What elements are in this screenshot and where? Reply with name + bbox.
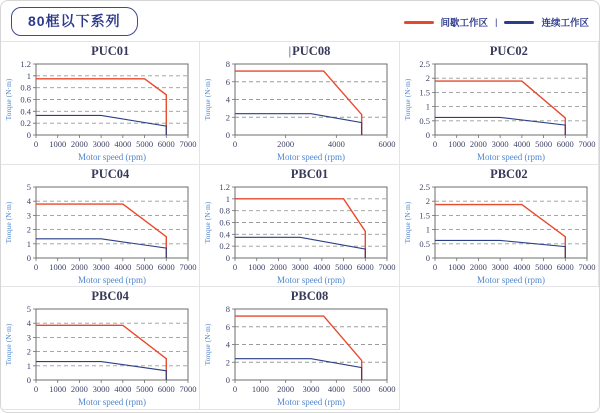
x-tick-label: 0	[432, 262, 437, 272]
y-tick-label: 0.6	[219, 217, 231, 228]
x-tick-label: 4000	[513, 262, 531, 272]
y-tick-label: 0.4	[20, 106, 32, 117]
x-tick-label: 3000	[302, 384, 320, 394]
y-tick-label: 4	[226, 94, 231, 105]
y-tick-label: 2.5	[419, 182, 430, 192]
y-tick-label: 0.5	[419, 238, 430, 249]
chart-title-puc08: |PUC08	[288, 44, 331, 58]
y-tick-label: 0	[425, 130, 430, 140]
chart-cell-puc02	[400, 42, 599, 165]
y-tick-label: 1.2	[20, 59, 32, 69]
series-intermittent	[435, 205, 565, 258]
series-intermittent	[36, 325, 166, 380]
x-tick-label: 4000	[513, 139, 531, 149]
x-tick-label: 4000	[114, 139, 132, 149]
x-tick-label: 1000	[49, 384, 67, 394]
plot-frame	[435, 187, 587, 258]
y-tick-label: 1	[26, 70, 32, 81]
y-tick-label: 0.2	[219, 241, 231, 252]
y-tick-label: 0	[26, 375, 32, 385]
x-axis-label: Motor speed (rpm)	[476, 275, 545, 285]
chart-title-pbc04: PBC04	[91, 289, 129, 303]
y-axis-label: Torque (N·m)	[4, 323, 14, 366]
y-tick-label: 4	[26, 196, 32, 207]
chart-puc02	[401, 59, 597, 163]
x-tick-label: 0	[432, 139, 437, 149]
x-tick-label: 2000	[270, 262, 288, 272]
series-continuous	[36, 115, 166, 135]
x-tick-label: 2000	[71, 139, 89, 149]
text-cursor: |	[288, 44, 292, 58]
x-tick-label: 1000	[448, 262, 466, 272]
x-tick-label: 5000	[353, 384, 371, 394]
y-tick-label: 0.2	[20, 118, 32, 129]
y-tick-label: 1.5	[419, 210, 430, 221]
y-tick-label: 6	[226, 321, 231, 332]
y-axis-label: Torque (N·m)	[203, 201, 213, 244]
x-tick-label: 6000	[378, 384, 396, 394]
y-axis-label: Torque (N·m)	[203, 323, 213, 366]
legend-label-continuous: 连续工作区	[541, 18, 589, 29]
x-tick-label: 3000	[92, 139, 110, 149]
x-tick-label: 1000	[49, 139, 67, 149]
legend-label-intermittent: 间歇工作区	[440, 18, 489, 29]
series-intermittent	[235, 199, 365, 258]
y-tick-label: 0.4	[219, 229, 231, 240]
y-axis-label: Torque (N·m)	[402, 78, 412, 121]
x-axis-label: Motor speed (rpm)	[476, 152, 545, 162]
x-tick-label: 7000	[578, 262, 596, 272]
series-badge: 80框以下系列	[11, 7, 138, 36]
chart-puc01	[2, 59, 198, 163]
chart-cell-pbc02	[400, 165, 599, 287]
y-tick-label: 0	[226, 375, 231, 385]
y-tick-label: 0.8	[219, 205, 231, 216]
x-tick-label: 3000	[92, 384, 110, 394]
x-tick-label: 6000	[357, 262, 375, 272]
x-tick-label: 5000	[136, 139, 154, 149]
y-tick-label: 0.5	[419, 115, 430, 126]
x-axis-label: Motor speed (rpm)	[277, 397, 346, 407]
x-tick-label: 5000	[335, 262, 353, 272]
x-tick-label: 4000	[328, 384, 346, 394]
plot-frame	[36, 187, 188, 258]
x-axis-label: Motor speed (rpm)	[78, 152, 147, 162]
plot-frame	[435, 64, 587, 135]
y-tick-label: 2	[425, 196, 430, 207]
x-tick-label: 4000	[114, 262, 132, 272]
x-tick-label: 4000	[328, 139, 346, 149]
x-tick-label: 0	[34, 139, 39, 149]
y-tick-label: 2.5	[419, 59, 430, 69]
chart-cell-pbc08	[200, 287, 399, 410]
y-tick-label: 1	[26, 238, 32, 249]
x-tick-label: 7000	[578, 139, 596, 149]
chart-cell-puc04	[1, 165, 200, 287]
series-continuous	[36, 362, 166, 380]
y-tick-label: 0	[26, 253, 32, 263]
empty-cell	[400, 287, 599, 410]
series-intermittent	[235, 71, 362, 135]
y-axis-label: Torque (N·m)	[4, 78, 14, 121]
x-tick-label: 0	[233, 262, 238, 272]
x-tick-label: 0	[34, 262, 39, 272]
legend-separator: |	[495, 16, 498, 28]
chart-pbc04	[2, 304, 198, 408]
x-tick-label: 2000	[469, 262, 487, 272]
chart-pbc08	[201, 304, 397, 408]
x-tick-label: 3000	[92, 262, 110, 272]
x-axis-label: Motor speed (rpm)	[78, 275, 147, 285]
y-axis-label: Torque (N·m)	[203, 78, 213, 121]
x-tick-label: 2000	[71, 384, 89, 394]
y-tick-label: 2	[425, 73, 430, 84]
x-tick-label: 3000	[491, 262, 509, 272]
chart-pbc02	[401, 182, 597, 286]
x-tick-label: 2000	[277, 139, 295, 149]
y-tick-label: 1	[425, 224, 430, 235]
x-tick-label: 4000	[114, 384, 132, 394]
y-axis-label: Torque (N·m)	[4, 201, 14, 244]
y-tick-label: 2	[226, 357, 231, 368]
chart-puc08	[201, 59, 397, 163]
x-tick-label: 7000	[179, 384, 197, 394]
x-tick-label: 1000	[448, 139, 466, 149]
y-tick-label: 5	[26, 182, 32, 192]
chart-cell-puc01	[1, 42, 200, 165]
x-tick-label: 2000	[469, 139, 487, 149]
y-tick-label: 0.6	[20, 94, 32, 105]
series-continuous	[36, 239, 166, 258]
y-tick-label: 0	[425, 253, 430, 263]
x-tick-label: 0	[233, 139, 238, 149]
x-tick-label: 6000	[556, 139, 574, 149]
y-tick-label: 5	[26, 304, 32, 314]
y-tick-label: 2	[26, 346, 32, 357]
y-tick-label: 1	[26, 360, 32, 371]
series-intermittent	[235, 316, 362, 380]
x-axis-label: Motor speed (rpm)	[277, 152, 346, 162]
y-tick-label: 3	[26, 210, 32, 221]
y-tick-label: 1	[425, 101, 430, 112]
y-tick-label: 6	[226, 76, 231, 87]
chart-title-pbc02: PBC02	[490, 167, 528, 181]
y-tick-label: 3	[26, 332, 32, 343]
chart-title-puc02: PUC02	[489, 44, 528, 58]
x-tick-label: 2000	[71, 262, 89, 272]
x-tick-label: 6000	[378, 139, 396, 149]
x-tick-label: 1000	[252, 384, 270, 394]
legend	[404, 15, 590, 29]
y-tick-label: 2	[26, 224, 32, 235]
y-tick-label: 0.8	[20, 82, 32, 93]
y-tick-label: 1.2	[219, 182, 231, 192]
chart-puc04	[2, 182, 198, 286]
y-tick-label: 0	[26, 130, 32, 140]
x-tick-label: 6000	[157, 262, 175, 272]
y-tick-label: 1	[226, 193, 231, 204]
y-tick-label: 0	[226, 253, 231, 263]
y-tick-label: 8	[226, 304, 231, 314]
chart-cell-pbc01	[200, 165, 399, 287]
series-continuous	[235, 237, 365, 258]
chart-cell-pbc04	[1, 287, 200, 410]
x-tick-label: 1000	[248, 262, 266, 272]
x-tick-label: 0	[34, 384, 39, 394]
plot-frame	[36, 309, 188, 380]
charts-grid	[1, 41, 599, 410]
x-axis-label: Motor speed (rpm)	[78, 397, 147, 407]
y-tick-label: 0	[226, 130, 231, 140]
chart-title-puc01: PUC01	[91, 44, 130, 58]
x-tick-label: 5000	[534, 139, 552, 149]
chart-title-pbc01: PBC01	[290, 167, 329, 181]
x-axis-label: Motor speed (rpm)	[277, 275, 346, 285]
x-tick-label: 7000	[378, 262, 396, 272]
series-continuous	[435, 117, 565, 135]
y-tick-label: 4	[26, 318, 32, 329]
x-tick-label: 2000	[277, 384, 295, 394]
legend-line-continuous-icon	[504, 21, 534, 24]
series-intermittent	[435, 81, 565, 135]
x-tick-label: 4000	[313, 262, 331, 272]
chart-title-pbc08: PBC08	[290, 289, 329, 303]
y-tick-label: 2	[226, 112, 231, 123]
y-tick-label: 8	[226, 59, 231, 69]
chart-pbc01	[201, 182, 397, 286]
header	[1, 1, 599, 41]
x-tick-label: 6000	[157, 384, 175, 394]
x-tick-label: 7000	[179, 262, 197, 272]
x-tick-label: 7000	[179, 139, 197, 149]
x-tick-label: 1000	[49, 262, 67, 272]
x-tick-label: 3000	[491, 139, 509, 149]
series-intermittent	[36, 204, 166, 258]
x-tick-label: 6000	[556, 262, 574, 272]
x-tick-label: 5000	[534, 262, 552, 272]
x-tick-label: 6000	[157, 139, 175, 149]
x-tick-label: 5000	[136, 384, 154, 394]
x-tick-label: 5000	[136, 262, 154, 272]
y-tick-label: 1.5	[419, 87, 430, 98]
x-tick-label: 3000	[292, 262, 310, 272]
legend-line-intermittent-icon	[404, 21, 434, 24]
y-tick-label: 4	[226, 339, 231, 350]
chart-title-puc04: PUC04	[91, 167, 130, 181]
series-continuous	[435, 240, 565, 258]
x-tick-label: 0	[233, 384, 238, 394]
y-axis-label: Torque (N·m)	[402, 201, 412, 244]
chart-cell-puc08	[200, 42, 399, 165]
